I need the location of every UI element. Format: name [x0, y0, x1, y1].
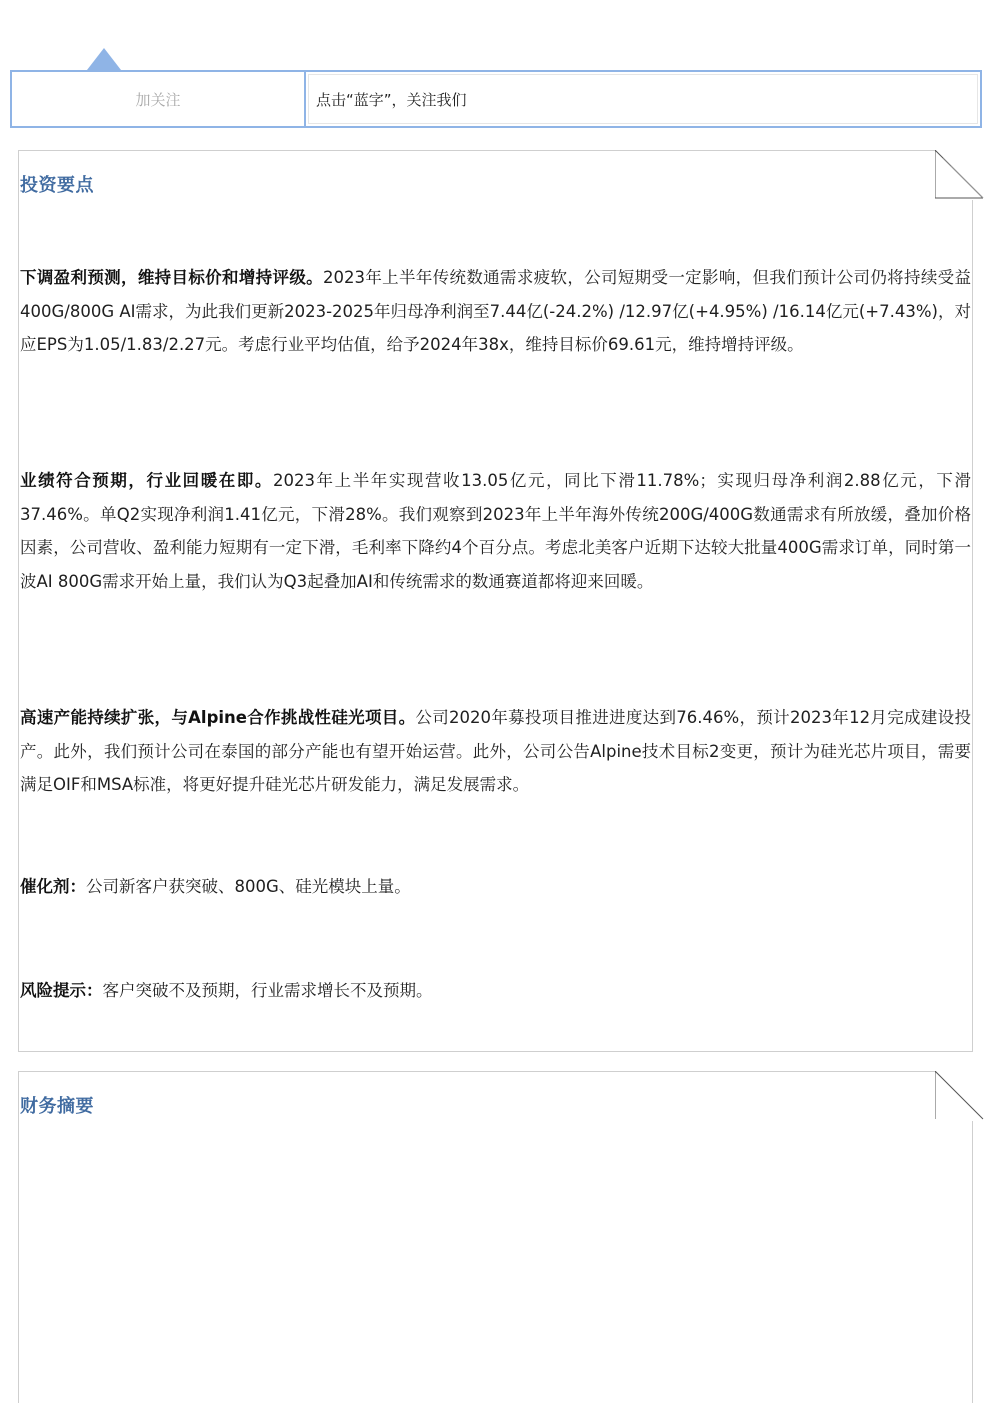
paragraph-body: 客户突破不及预期，行业需求增长不及预期。	[102, 981, 433, 1000]
section-title: 投资要点	[20, 175, 94, 196]
paragraph-lead: 高速产能持续扩张，与Alpine合作挑战性硅光项目。	[20, 708, 416, 727]
follow-banner	[10, 70, 982, 128]
paragraph-body: 公司2020年募投项目推进进度达到76.46%，预计2023年12月完成建设投产。此外，我们预计公司在泰国的部分产能也有望开始运营。此外，公司公告Alpine技术目标2变更，预计为硅光芯片项目，需要满足OIF和MSA标准，将更好提升硅光芯片研发能力，满足发展需求。	[20, 708, 971, 794]
follow-pointer-arrow	[87, 48, 121, 70]
paragraph-capacity-expansion	[20, 701, 971, 802]
paragraph-lead: 风险提示：	[20, 981, 103, 1000]
follow-prompt-text: 点击“蓝字”，关注我们	[308, 74, 978, 124]
page-fold-corner-icon	[935, 150, 985, 200]
paragraph-body: 2023年上半年实现营收13.05亿元，同比下滑11.78%；实现归母净利润2.88亿元，下滑37.46%。单Q2实现净利润1.41亿元，下滑28%。我们观察到2023年上半年海外传统200G/400G数通需求有所放缓，叠加价格因素，公司营收、盈利能力短期有一定下滑，毛利率下降约4个百分点。考虑北美客户近期下达较大批量400G需求订单，同时第一波AI 800G需求开始上量，我们认为Q3起叠加AI和传统需求的数通赛道都将迎来回暖。	[20, 471, 971, 591]
paragraph-profit-forecast	[20, 261, 971, 362]
section-title: 财务摘要	[20, 1096, 94, 1117]
paragraph-lead: 业绩符合预期，行业回暖在即。	[20, 471, 273, 490]
paragraph-risk	[20, 974, 971, 1008]
paragraph-lead: 催化剂：	[20, 877, 86, 896]
paragraph-lead: 下调盈利预测，维持目标价和增持评级。	[20, 268, 323, 287]
follow-button[interactable]: 加关注	[12, 72, 306, 126]
page-fold-corner-icon	[935, 1071, 985, 1121]
financial-summary-panel	[18, 1071, 973, 1403]
paragraph-performance	[20, 464, 971, 598]
paragraph-body: 公司新客户获突破、800G、硅光模块上量。	[86, 877, 411, 896]
paragraph-body: 2023年上半年传统数通需求疲软，公司短期受一定影响，但我们预计公司仍将持续受益400G/800G AI需求，为此我们更新2023-2025年归母净利润至7.44亿(-24.2%) /12.97亿(+4.95%) /16.14亿元(+7.43%)，对应EPS为1.05/1.83/2.27元。考虑行业平均估值，给予2024年38x，维持目标价69.61元，维持增持评级。	[20, 268, 971, 354]
paragraph-catalyst	[20, 870, 971, 904]
investment-highlights-panel	[18, 150, 973, 1052]
